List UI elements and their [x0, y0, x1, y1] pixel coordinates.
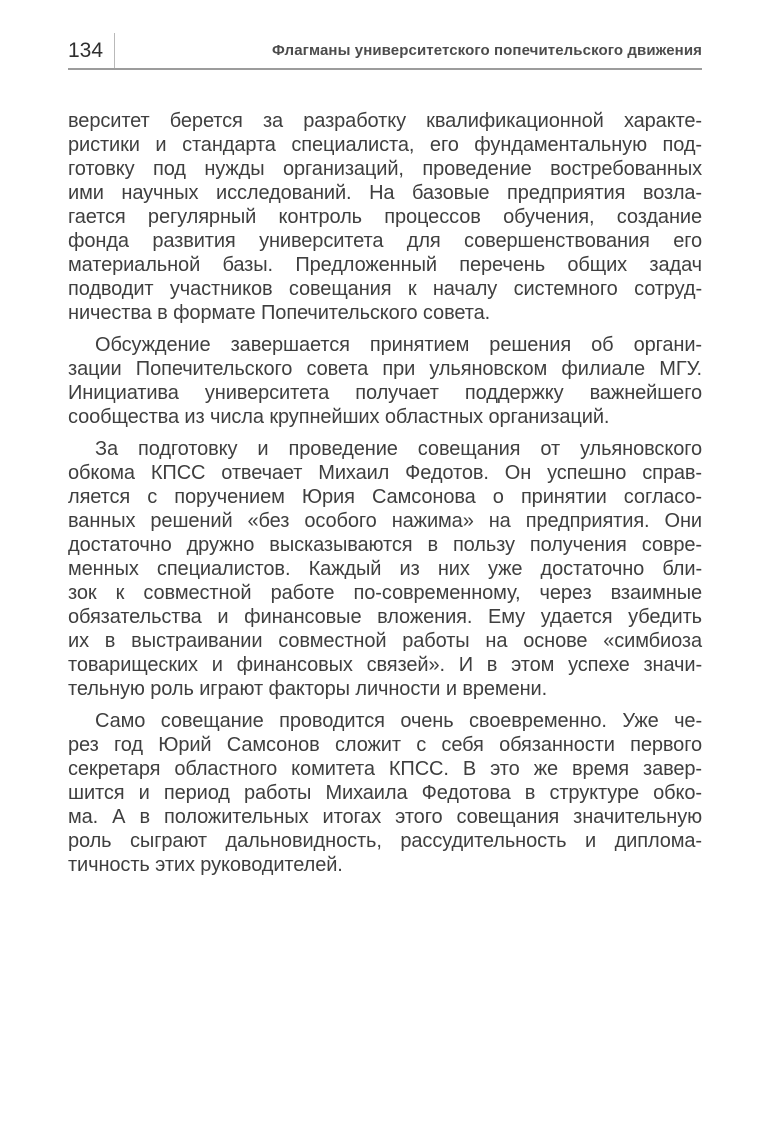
text-line: готовку под нужды организаций, проведение востребованных [68, 158, 702, 180]
text-line: зок к совместной работе по-современному, через взаимные [68, 582, 702, 604]
text-line: ма. А в положительных итогах этого совещания значительную [68, 806, 702, 828]
header-divider [114, 33, 115, 68]
body-text-block [68, 109, 702, 877]
text-line: подводит участников совещания к началу системного сотруд- [68, 278, 702, 300]
text-line: тичность этих руководителей. [68, 854, 343, 876]
paragraph [68, 333, 702, 429]
text-line: ничества в формате Попечительского совета. [68, 302, 491, 324]
text-line: сообщества из числа крупнейших областных организаций. [68, 406, 610, 428]
text-line: За подготовку и проведение совещания от ульяновского [95, 438, 702, 460]
page-number: 134 [68, 39, 104, 62]
text-line: фонда развития университета для совершенствования его [68, 230, 702, 252]
text-line: обязательства и финансовые вложения. Ему удается убедить [68, 606, 702, 628]
text-line: тельную роль играют факторы личности и времени. [68, 678, 548, 700]
text-line: ванных решений «без особого нажима» на предприятия. Они [68, 510, 702, 532]
running-head-title: Флагманы университетского попечительского движения [272, 42, 702, 59]
text-line: верситет берется за разработку квалификационной характе- [68, 110, 702, 132]
text-line: обкома КПСС отвечает Михаил Федотов. Он успешно справ- [68, 462, 702, 484]
text-line: зации Попечительского совета при ульяновском филиале МГУ. [68, 358, 702, 380]
text-line: шится и период работы Михаила Федотова в структуре обко- [68, 782, 702, 804]
text-line: рез год Юрий Самсонов сложит с себя обязанности первого [68, 734, 702, 756]
page-header [68, 0, 702, 70]
text-line: менных специалистов. Каждый из них уже достаточно бли- [68, 558, 702, 580]
text-line: материальной базы. Предложенный перечень общих задач [68, 254, 702, 276]
text-line: ляется с поручением Юрия Самсонова о принятии согласо- [68, 486, 702, 508]
paragraph [68, 437, 702, 701]
text-line: секретаря областного комитета КПСС. В это же время завер- [68, 758, 702, 780]
text-line: их в выстраивании совместной работы на основе «симбиоза [68, 630, 702, 652]
text-line: Инициатива университета получает поддержку важнейшего [68, 382, 702, 404]
text-line: роль сыграют дальновидность, рассудительность и диплома- [68, 830, 702, 852]
paragraph [68, 709, 702, 877]
text-line: ристики и стандарта специалиста, его фундаментальную под- [68, 134, 702, 156]
text-line: товарищеских и финансовых связей». И в этом успехе значи- [68, 654, 702, 676]
text-line: Обсуждение завершается принятием решения об органи- [95, 334, 702, 356]
text-line: гается регулярный контроль процессов обучения, создание [68, 206, 702, 228]
text-line: Само совещание проводится очень своевременно. Уже че- [95, 710, 702, 732]
paragraph [68, 109, 702, 325]
text-line: достаточно дружно высказываются в пользу получения совре- [68, 534, 702, 556]
text-line: ими научных исследований. На базовые предприятия возла- [68, 182, 702, 204]
